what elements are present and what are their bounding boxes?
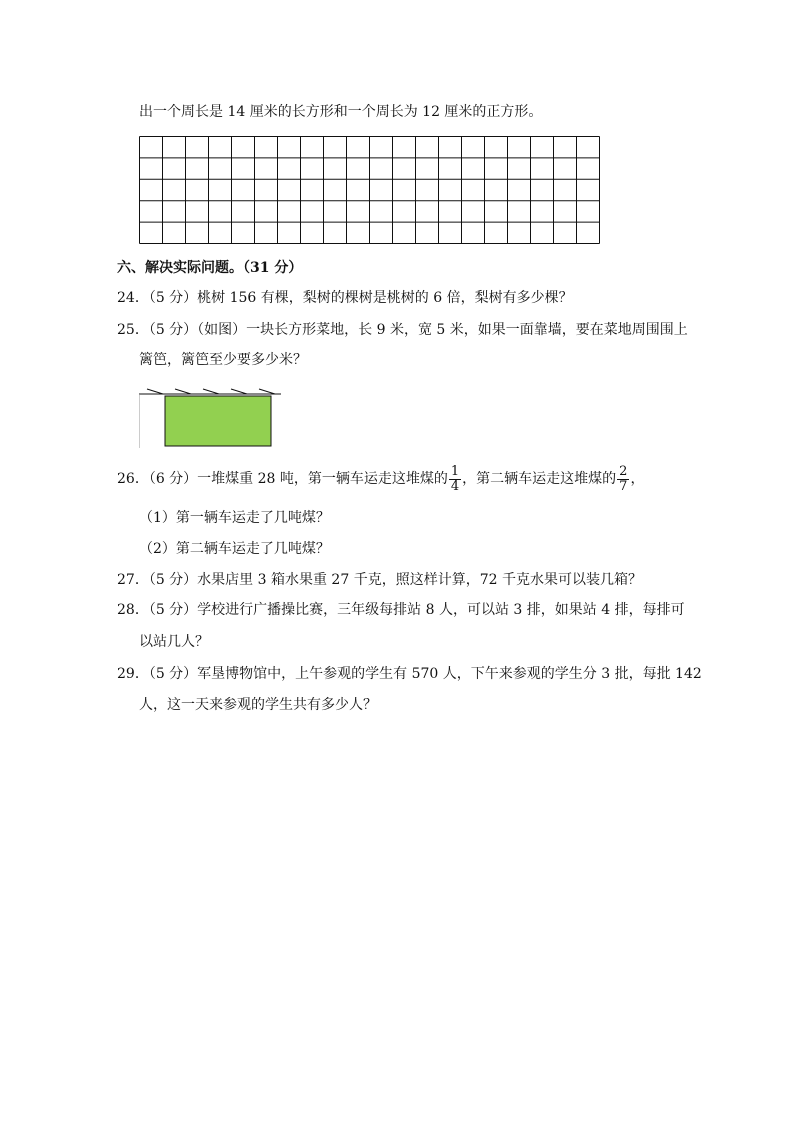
fraction-numerator: 1 bbox=[450, 463, 460, 479]
question-25-line1: 25．（5 分）（如图）一块长方形菜地，长 9 米，宽 5 米，如果一面靠墙，要在菜地周围围上 bbox=[117, 322, 688, 338]
garden-diagram bbox=[139, 384, 289, 450]
question-26-part-a: 26．（6 分）一堆煤重 28 吨，第一辆车运走这堆煤的 bbox=[117, 471, 448, 487]
square-grid bbox=[139, 136, 619, 244]
question-26-part-c: ， bbox=[630, 471, 645, 487]
question-26-sub-2: （2）第二辆车运走了几吨煤？ bbox=[139, 541, 330, 557]
question-26-part-b: ，第二辆车运走这堆煤的 bbox=[462, 471, 617, 487]
fraction-numerator: 2 bbox=[619, 463, 628, 479]
question-24: 24．（5 分）桃树 156 有棵，梨树的棵树是桃树的 6 倍，梨树有多少棵？ bbox=[117, 290, 573, 306]
question-28-line1: 28．（5 分）学校进行广播操比赛，三年级每排站 8 人，可以站 3 排，如果站 4 排，每排可 bbox=[117, 602, 685, 618]
section-title: 六、解决实际问题。（31 分） bbox=[117, 260, 303, 276]
question-26-sub-1: （1）第一辆车运走了几吨煤？ bbox=[139, 510, 330, 526]
fraction-denominator: 4 bbox=[450, 478, 460, 494]
fraction-denominator: 7 bbox=[619, 478, 628, 494]
fraction-one-quarter bbox=[449, 465, 461, 494]
question-25-line2: 篱笆，篱笆至少要多少米？ bbox=[139, 352, 307, 368]
question-26 bbox=[117, 462, 644, 496]
wall-hatching bbox=[147, 389, 275, 394]
question-28-line2: 以站几人？ bbox=[139, 634, 209, 650]
fraction-two-sevenths bbox=[617, 465, 629, 494]
question-27: 27．（5 分）水果店里 3 箱水果重 27 千克，照这样计算，72 千克水果可以装几箱？ bbox=[117, 572, 642, 588]
vegetable-garden-rectangle bbox=[165, 396, 271, 446]
grid-instruction: 出一个周长是 14 厘米的长方形和一个周长为 12 厘米的正方形。 bbox=[139, 104, 543, 120]
question-29-line1: 29．（5 分）军垦博物馆中，上午参观的学生有 570 人，下午来参观的学生分 3 批，每批 142 bbox=[117, 666, 702, 682]
question-29-line2: 人，这一天来参观的学生共有多少人？ bbox=[139, 697, 377, 713]
